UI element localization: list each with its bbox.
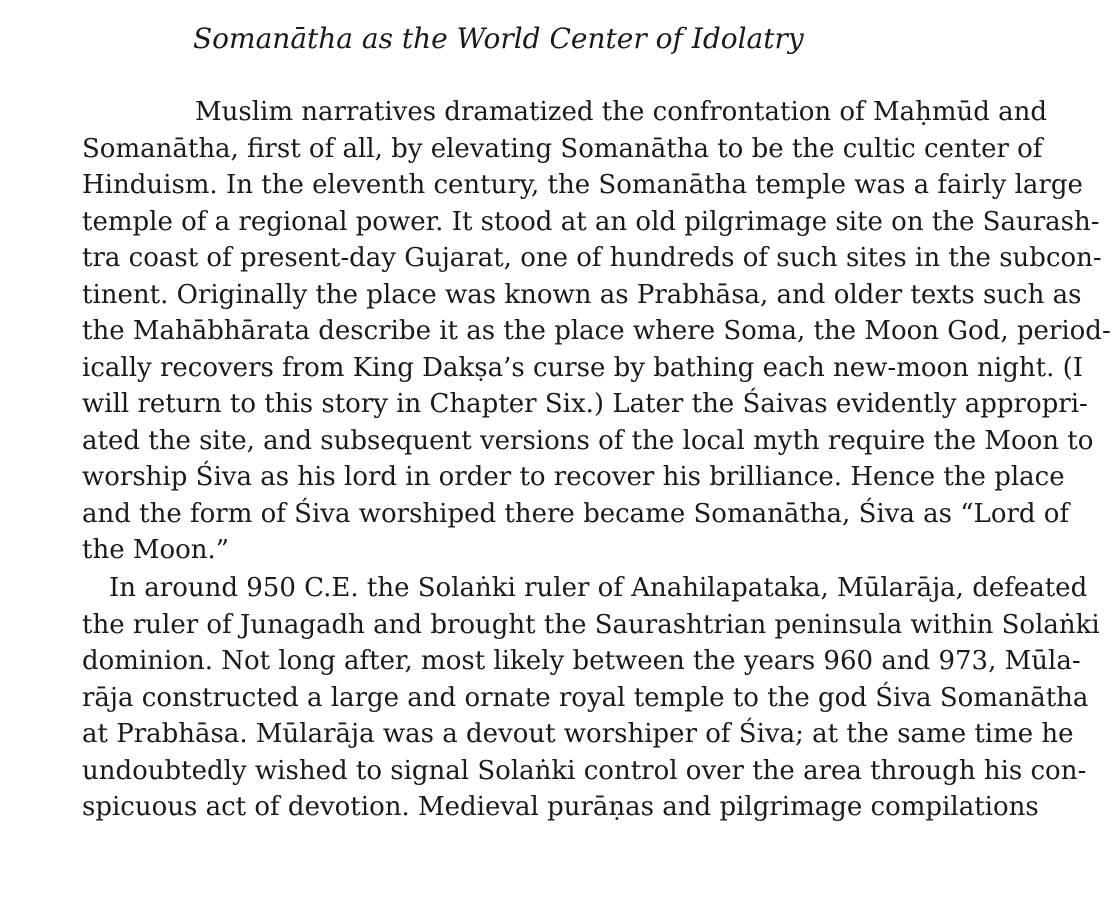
text-line: undoubtedly wished to signal Solaṅki control over the area through his con- [82, 755, 1087, 786]
text-line: will return to this story in Chapter Six.) Later the Śaivas evidently appropri- [82, 389, 1088, 419]
text-line: ically recovers from King Dakṣa’s curse by bathing each new-moon night. (I [82, 352, 1084, 383]
text-line: Hinduism. In the eleventh century, the Somanātha temple was a fairly large [82, 170, 1083, 200]
text-line: rāja constructed a large and ornate royal temple to the god Śiva Somanātha [82, 682, 1089, 713]
text-line: at Prabhāsa. Mūlarāja was a devout worshiper of Śiva; at the same time he [82, 719, 1074, 749]
text-line: and the form of Śiva worshiped there became Somanātha, Śiva as “Lord of [82, 498, 1070, 529]
text-line: Somanātha, first of all, by elevating Somanātha to be the cultic center of [82, 133, 1043, 164]
paragraph-2 [82, 570, 1100, 826]
section-heading: Somanātha as the World Center of Idolatry [193, 22, 804, 55]
text-line: the Mahābhārata describe it as the place where Soma, the Moon God, period- [82, 316, 1111, 346]
text-line: the ruler of Junagadh and brought the Saurashtrian peninsula within Solaṅki [82, 609, 1100, 640]
text-line: spicuous act of devotion. Medieval purāṇas and pilgrimage compilations [82, 792, 1039, 822]
text-line: the Moon.” [82, 535, 230, 565]
text-line: tinent. Originally the place was known as Prabhāsa, and older texts such as [82, 279, 1082, 310]
text-line: tra coast of present-day Gujarat, one of hundreds of such sites in the subcon- [82, 243, 1102, 273]
text-line: dominion. Not long after, most likely between the years 960 and 973, Mūla- [82, 646, 1081, 676]
text-line: worship Śiva as his lord in order to recover his brilliance. Hence the place [82, 462, 1065, 492]
text-line: ated the site, and subsequent versions of the local myth require the Moon to [82, 425, 1094, 456]
paragraph-1 [82, 94, 1111, 569]
text-line: Muslim narratives dramatized the confrontation of Maḥmūd and [195, 97, 1048, 127]
text-line: temple of a regional power. It stood at an old pilgrimage site on the Saurash- [82, 206, 1100, 237]
text-line: In around 950 C.E. the Solaṅki ruler of Anahilapataka, Mūlarāja, defeated [109, 573, 1088, 603]
